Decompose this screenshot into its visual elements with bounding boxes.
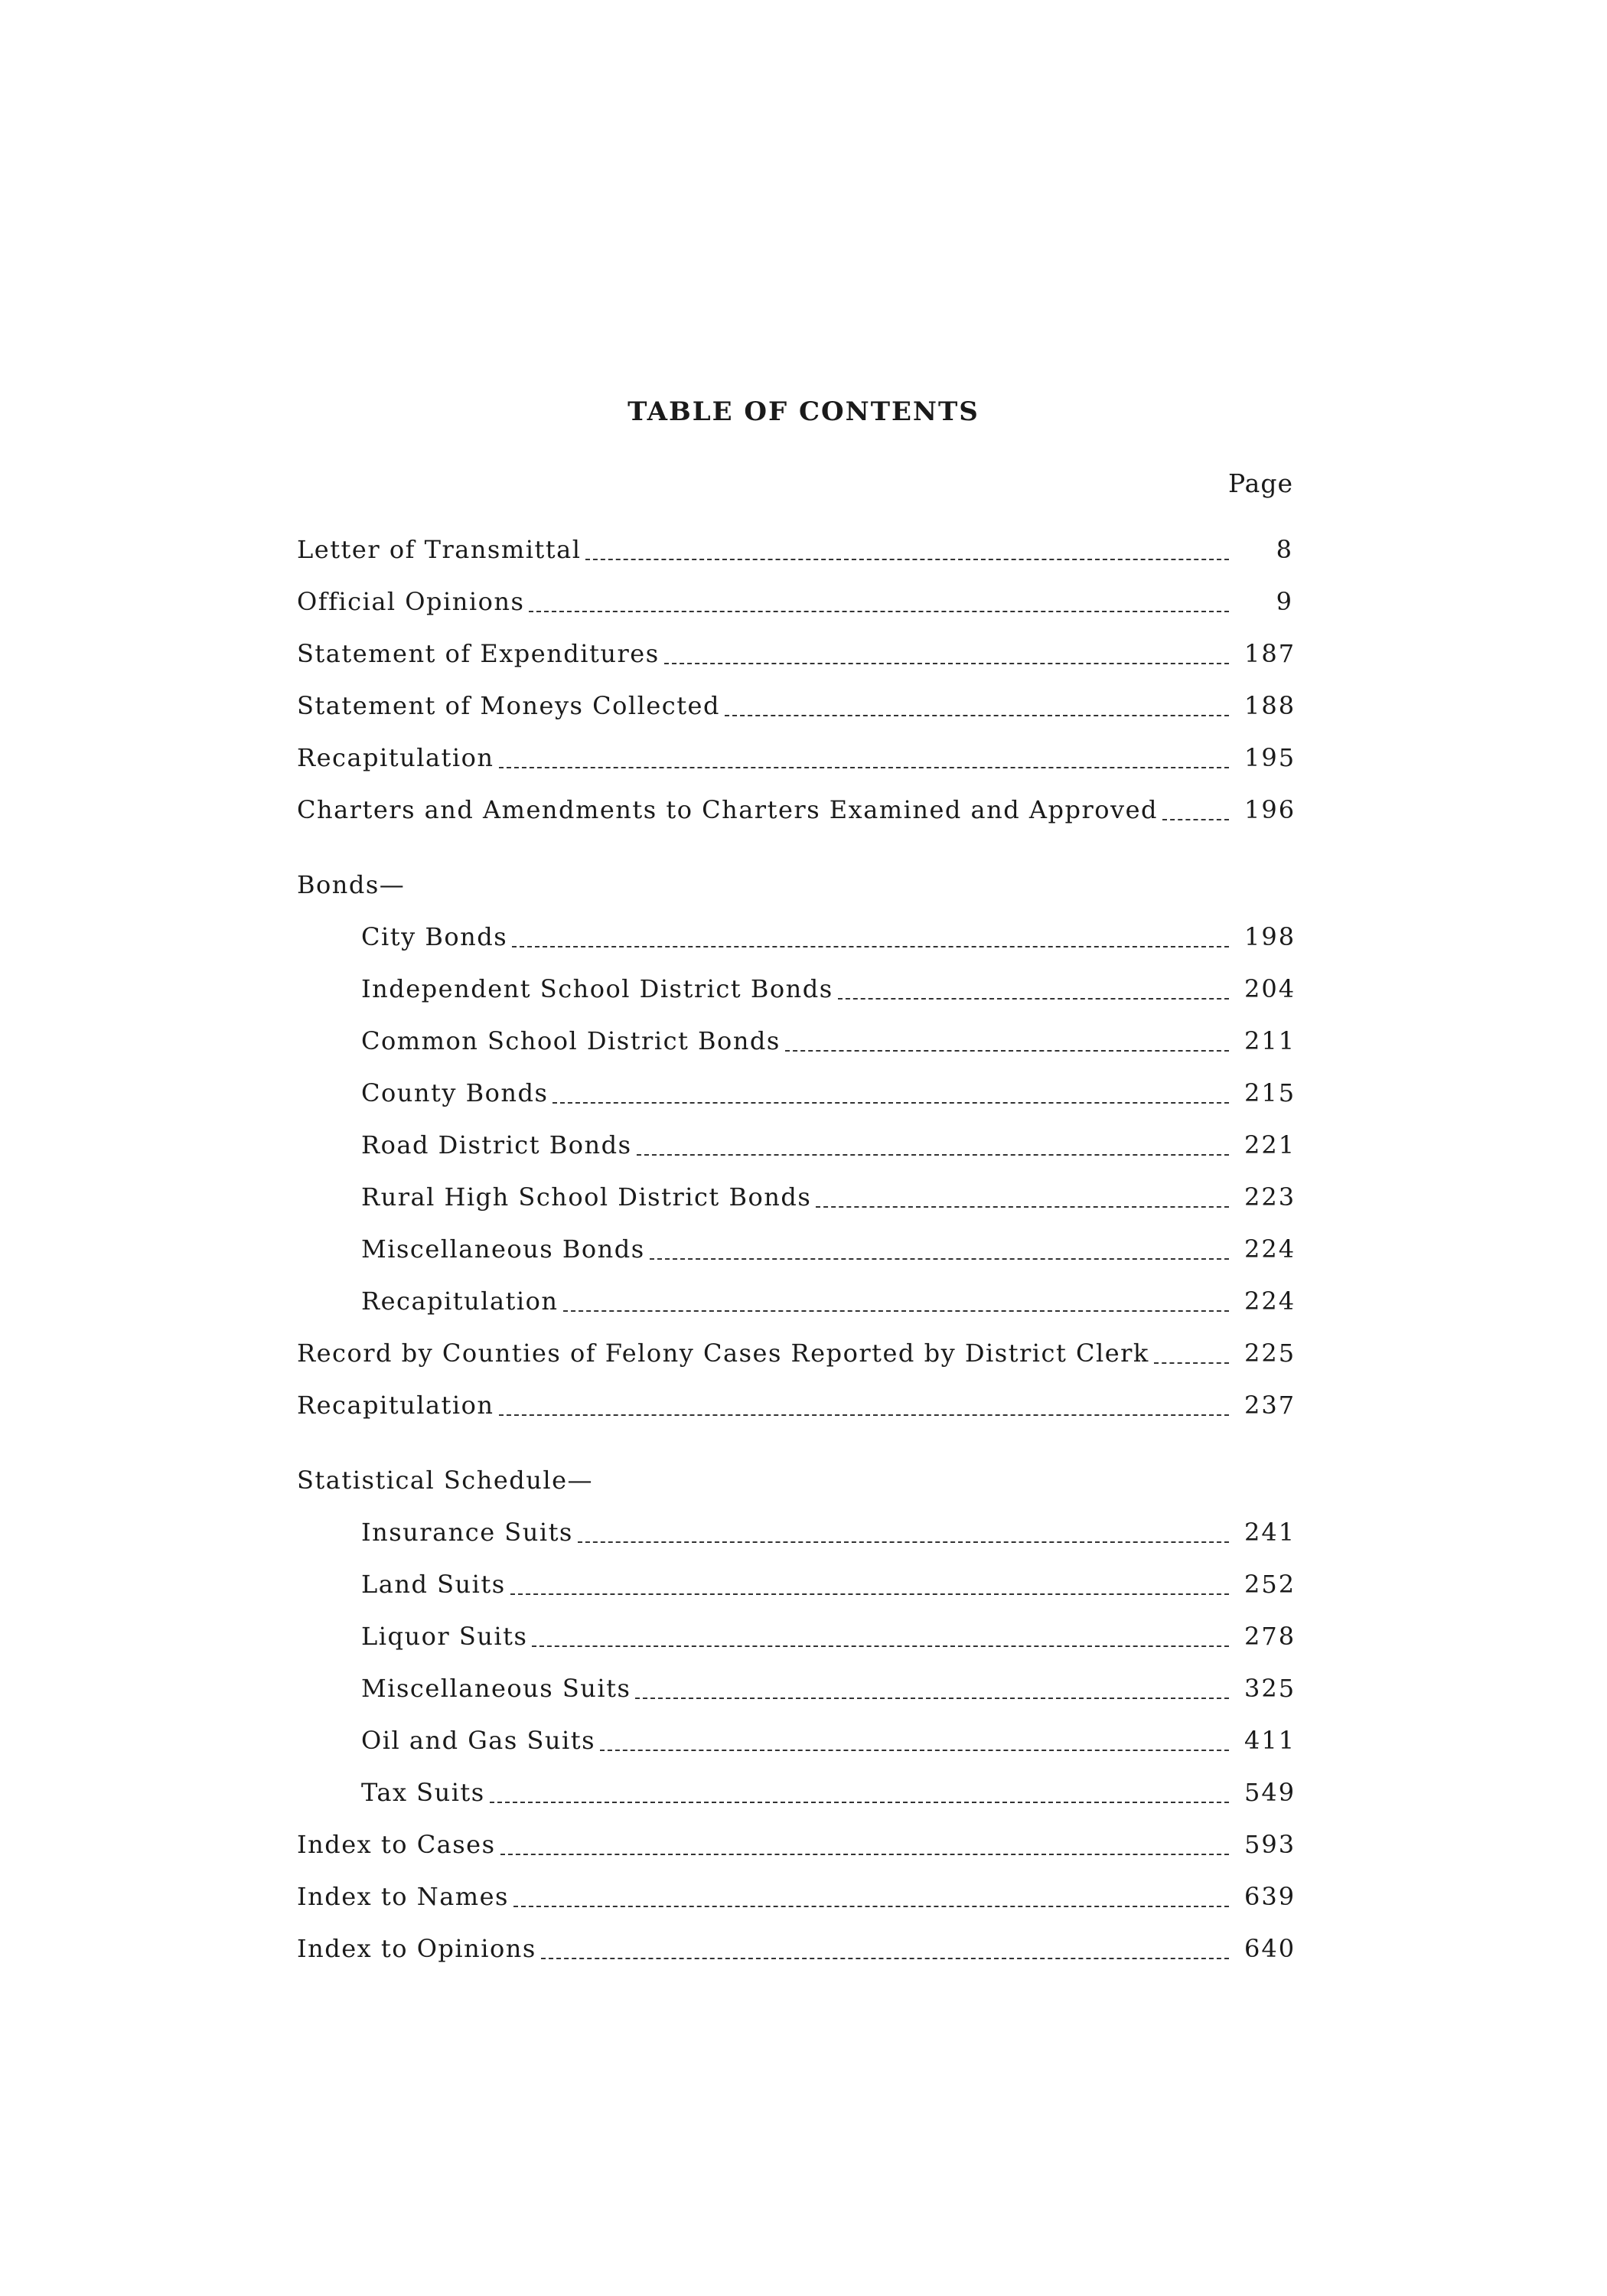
toc-entry-page: 640 xyxy=(1244,1934,1296,1963)
toc-entry-label: City Bonds xyxy=(361,922,508,951)
toc-entry-label: Tax Suits xyxy=(361,1778,485,1807)
dot-leader xyxy=(532,1645,1229,1647)
toc-entry-page: 549 xyxy=(1244,1778,1296,1807)
toc-entry-label: Statement of Expenditures xyxy=(297,639,660,668)
toc-entry-label: Independent School District Bonds xyxy=(361,974,833,1003)
toc-entry[interactable] xyxy=(297,1500,1296,1552)
toc-entry[interactable] xyxy=(297,1864,1296,1916)
toc-entry-page: 8 xyxy=(1276,535,1293,564)
section-heading-label: Bonds— xyxy=(297,870,406,899)
dot-leader xyxy=(513,1906,1229,1907)
dot-leader xyxy=(510,1593,1229,1595)
dot-leader xyxy=(1154,1362,1229,1364)
dot-leader xyxy=(499,767,1230,768)
dot-leader xyxy=(499,1414,1230,1416)
toc-entry[interactable] xyxy=(297,569,1293,621)
toc-entry-page: 325 xyxy=(1244,1674,1296,1703)
page-title: TABLE OF CONTENTS xyxy=(627,396,980,427)
toc-entry-label: Liquor Suits xyxy=(361,1622,528,1651)
dot-leader xyxy=(635,1698,1229,1699)
dot-leader xyxy=(664,663,1229,664)
toc-entry-label: Miscellaneous Bonds xyxy=(361,1234,645,1264)
dot-leader xyxy=(816,1206,1229,1208)
section-heading-label: Statistical Schedule— xyxy=(297,1466,594,1495)
dot-leader xyxy=(512,946,1229,947)
toc-entry[interactable] xyxy=(297,517,1293,569)
dot-leader xyxy=(650,1258,1229,1260)
toc-entry-page: 215 xyxy=(1244,1078,1296,1107)
toc-entry-page: 187 xyxy=(1244,639,1296,668)
toc-entry-page: 225 xyxy=(1244,1339,1296,1368)
toc-entry[interactable] xyxy=(297,1373,1296,1425)
toc-entry[interactable] xyxy=(297,673,1296,726)
toc-entry-page: 198 xyxy=(1244,922,1296,951)
toc-list xyxy=(297,517,1296,1968)
toc-entry-page: 237 xyxy=(1244,1391,1296,1420)
page-column-header: Page xyxy=(1227,468,1293,498)
dot-leader xyxy=(578,1541,1229,1543)
toc-entry-label: Recapitulation xyxy=(297,1391,494,1420)
toc-entry-label: Record by Counties of Felony Cases Reported by District Clerk xyxy=(297,1339,1149,1368)
dot-leader xyxy=(500,1854,1229,1855)
toc-entry[interactable] xyxy=(297,905,1296,957)
toc-entry[interactable] xyxy=(297,1061,1296,1113)
dot-leader xyxy=(490,1802,1229,1803)
toc-entry[interactable] xyxy=(297,1113,1296,1165)
toc-entry-page: 211 xyxy=(1244,1026,1296,1055)
toc-entry[interactable] xyxy=(297,1604,1296,1656)
toc-entry-label: Recapitulation xyxy=(361,1287,559,1316)
dot-leader xyxy=(785,1050,1229,1052)
toc-entry[interactable] xyxy=(297,1217,1296,1269)
toc-entry-page: 224 xyxy=(1244,1234,1296,1264)
toc-entry-label: Oil and Gas Suits xyxy=(361,1726,595,1755)
dot-leader xyxy=(563,1310,1230,1312)
dot-leader xyxy=(600,1750,1229,1751)
toc-entry-page: 224 xyxy=(1244,1287,1296,1316)
toc-entry-label: County Bonds xyxy=(361,1078,549,1107)
toc-entry[interactable] xyxy=(297,1916,1296,1968)
toc-entry[interactable] xyxy=(297,1165,1296,1217)
toc-entry-page: 639 xyxy=(1244,1882,1296,1911)
toc-entry-label: Index to Cases xyxy=(297,1830,496,1859)
toc-entry-label: Road District Bonds xyxy=(361,1130,632,1159)
section-heading-statistical xyxy=(297,1448,1293,1500)
dot-leader xyxy=(529,611,1229,612)
toc-entry[interactable] xyxy=(297,1552,1296,1604)
toc-entry-page: 411 xyxy=(1244,1726,1296,1755)
toc-entry-page: 221 xyxy=(1244,1130,1296,1159)
toc-entry-page: 278 xyxy=(1244,1622,1296,1651)
toc-entry-page: 188 xyxy=(1244,691,1296,720)
toc-entry-page: 195 xyxy=(1244,743,1296,772)
dot-leader xyxy=(585,559,1229,560)
toc-entry-label: Recapitulation xyxy=(297,743,494,772)
toc-entry-label: Charters and Amendments to Charters Examined and Approved xyxy=(297,795,1159,824)
toc-entry-page: 593 xyxy=(1244,1830,1296,1859)
toc-entry[interactable] xyxy=(297,1760,1296,1812)
section-heading-bonds xyxy=(297,853,1293,905)
toc-entry[interactable] xyxy=(297,1656,1296,1708)
toc-entry[interactable] xyxy=(297,1009,1296,1061)
toc-entry-page: 252 xyxy=(1244,1570,1296,1599)
toc-entry-label: Common School District Bonds xyxy=(361,1026,781,1055)
toc-entry-page: 196 xyxy=(1244,795,1296,824)
dot-leader xyxy=(838,998,1229,1000)
toc-entry-label: Official Opinions xyxy=(297,587,525,616)
toc-entry[interactable] xyxy=(297,621,1296,673)
toc-entry[interactable] xyxy=(297,1708,1296,1760)
toc-entry-label: Statement of Moneys Collected xyxy=(297,691,720,720)
toc-entry-label: Letter of Transmittal xyxy=(297,535,582,564)
toc-entry-page: 9 xyxy=(1276,587,1293,616)
toc-entry-page: 241 xyxy=(1244,1518,1296,1547)
toc-entry[interactable] xyxy=(297,1321,1296,1373)
dot-leader xyxy=(553,1102,1229,1104)
toc-entry-page: 204 xyxy=(1244,974,1296,1003)
toc-entry[interactable] xyxy=(297,1812,1296,1864)
toc-entry[interactable] xyxy=(297,1269,1296,1321)
toc-entry-page: 223 xyxy=(1244,1182,1296,1212)
toc-entry-label: Land Suits xyxy=(361,1570,506,1599)
dot-leader xyxy=(725,715,1229,716)
dot-leader xyxy=(541,1958,1229,1959)
toc-entry[interactable] xyxy=(297,726,1296,778)
toc-entry-label: Miscellaneous Suits xyxy=(361,1674,631,1703)
toc-entry[interactable] xyxy=(297,778,1296,830)
toc-entry-label: Index to Opinions xyxy=(297,1934,536,1963)
dot-leader xyxy=(637,1154,1229,1156)
toc-entry[interactable] xyxy=(297,957,1296,1009)
dot-leader xyxy=(1162,819,1229,820)
toc-entry-label: Index to Names xyxy=(297,1882,509,1911)
toc-entry-label: Rural High School District Bonds xyxy=(361,1182,812,1212)
toc-entry-label: Insurance Suits xyxy=(361,1518,573,1547)
